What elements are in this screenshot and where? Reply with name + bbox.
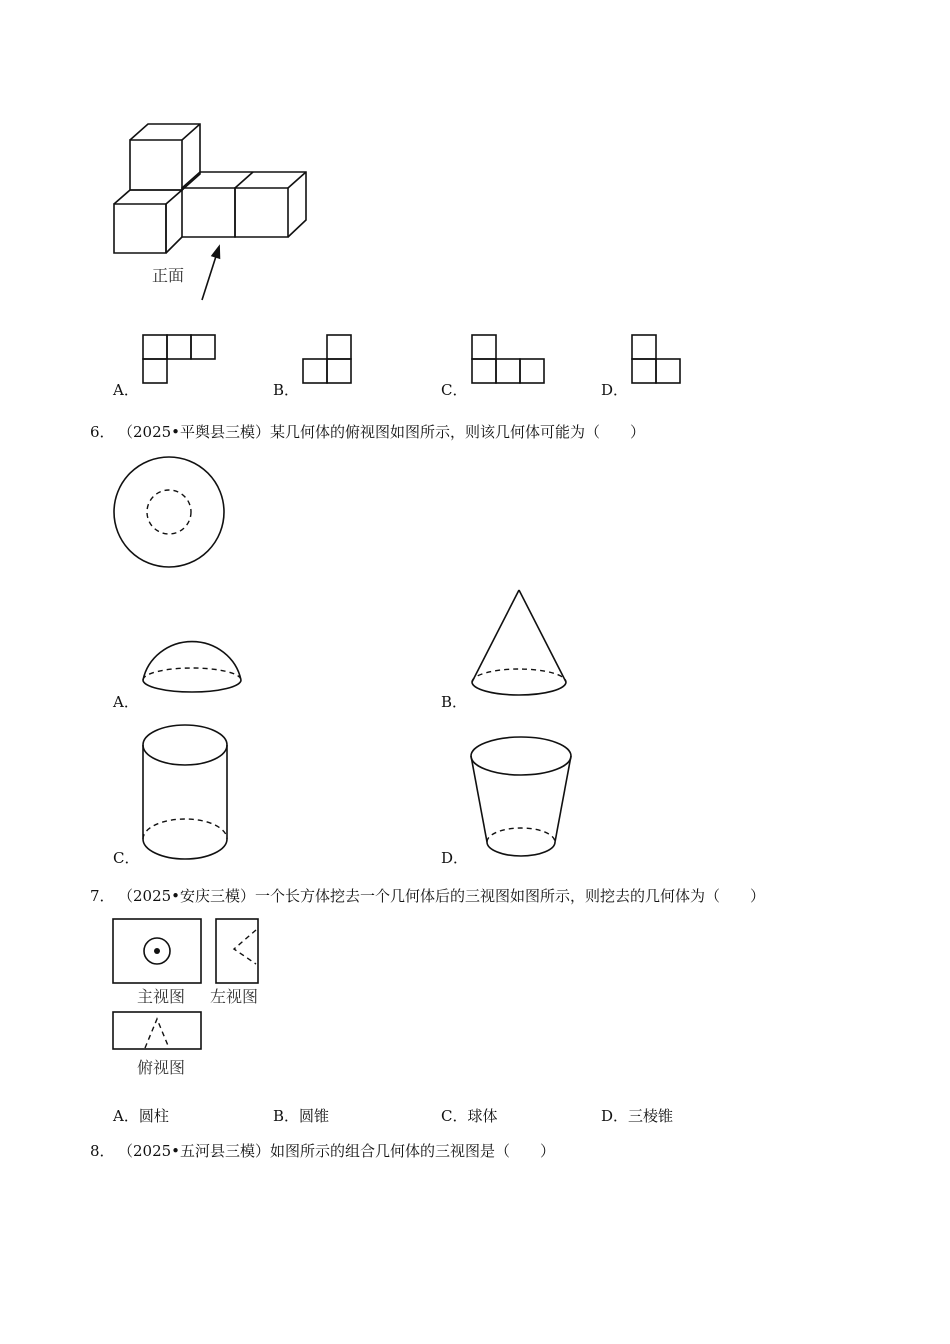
q5-option-d-figure [631,334,691,386]
q6-option-c-label[interactable]: C． [113,849,140,867]
q7-stem: （2025•安庆三模）一个长方体挖去一个几何体后的三视图如图所示，则挖去的几何体为（ ） [118,887,766,905]
q5-option-c-figure [471,334,551,386]
top-view-label: 俯视图 [137,1058,186,1077]
q6-top-view-figure [112,455,228,571]
q7-option-d[interactable] [601,1106,673,1126]
q6-option-b-label[interactable]: B． [441,693,468,711]
q7-option-c-letter: C． [441,1107,468,1125]
q7-option-a-letter: A． [113,1107,139,1125]
q7-option-b-text: 圆锥 [299,1107,330,1125]
q6-option-a-label[interactable]: A． [113,693,139,711]
q5-option-b-label[interactable]: B． [273,381,300,399]
q7-option-d-text: 三棱锥 [628,1107,674,1125]
q7-option-c[interactable] [441,1106,498,1126]
left-view-label: 左视图 [210,987,259,1006]
q5-option-a-label[interactable]: A． [113,381,139,399]
cone-figure [468,588,572,708]
q5-option-b-figure [302,334,362,386]
front-view-label: 主视图 [137,987,186,1006]
q7-option-c-text: 球体 [467,1107,498,1125]
q8-number: 8． [90,1142,115,1160]
q5-option-a-figure [142,334,222,386]
q5-option-d-label[interactable]: D． [601,381,629,399]
cylinder-figure [140,722,232,868]
q7-option-d-letter: D． [601,1107,629,1125]
q7-option-b[interactable] [273,1106,329,1126]
cube-solid-figure [110,120,310,310]
q7-option-a-text: 圆柱 [138,1107,169,1125]
q5-option-c-label[interactable]: C． [441,381,468,399]
frustum-figure [468,734,574,864]
q6-stem: （2025•平舆县三模）某几何体的俯视图如图所示，则该几何体可能为（ ） [118,423,646,441]
hemisphere-figure [140,630,246,710]
q7-three-views-figure [110,916,280,1081]
q8-stem: （2025•五河县三模）如图所示的组合几何体的三视图是（ ） [118,1142,556,1160]
q6-option-d-label[interactable]: D． [441,849,469,867]
q7-option-b-letter: B． [273,1107,300,1125]
q7-option-a[interactable] [113,1106,169,1126]
q7-number: 7． [90,887,115,905]
front-label: 正面 [152,266,185,285]
q6-number: 6． [90,423,115,441]
